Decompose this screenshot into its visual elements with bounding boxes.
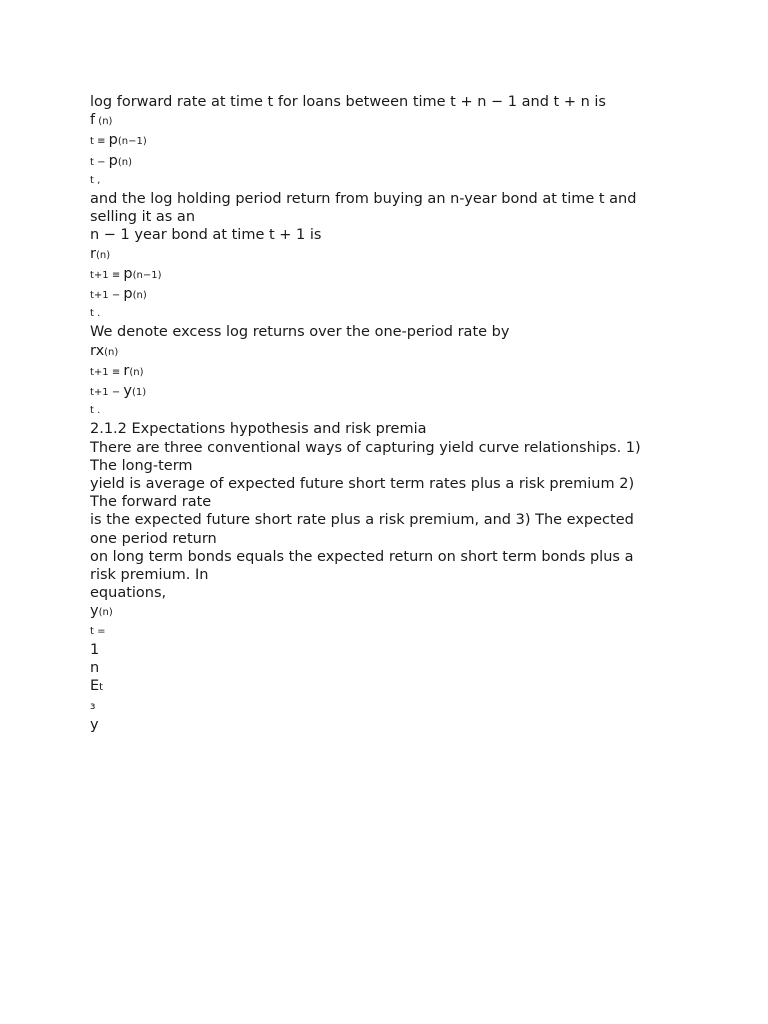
math-superscript: (n) xyxy=(95,116,113,128)
formula-line xyxy=(90,362,680,382)
math-superscript: (n) xyxy=(95,249,111,261)
formula-line xyxy=(90,677,680,697)
math-symbol: p xyxy=(123,286,133,303)
math-superscript: (n) xyxy=(117,156,133,168)
formula-line: t = xyxy=(90,625,106,637)
text-line: selling it as an xyxy=(90,209,196,226)
formula-line: 1 xyxy=(90,641,100,658)
document-page xyxy=(90,93,680,734)
math-superscript: (n) xyxy=(129,366,144,378)
formula-line xyxy=(90,285,680,305)
math-symbol: y xyxy=(90,603,99,620)
formula-line: t . xyxy=(90,405,101,417)
math-symbol: p xyxy=(108,132,118,149)
math-superscript: (n) xyxy=(104,346,119,358)
math-superscript: (n−1) xyxy=(117,136,147,148)
formula-line: y xyxy=(90,716,99,733)
math-superscript: (1) xyxy=(132,387,147,399)
formula-line xyxy=(90,342,680,362)
math-subscript: t ≡ xyxy=(90,136,109,148)
math-subscript: t − xyxy=(90,156,109,168)
formula-line xyxy=(90,382,680,402)
math-symbol: p xyxy=(123,265,133,282)
formula-line xyxy=(90,111,680,131)
text-line: one period return xyxy=(90,530,217,547)
formula-line xyxy=(90,265,680,285)
math-symbol: y xyxy=(123,383,132,400)
formula-line xyxy=(90,131,680,151)
text-line: equations, xyxy=(90,585,167,602)
text-line: on long term bonds equals the expected return on short term bonds plus a xyxy=(90,548,634,565)
section-heading: 2.1.2 Expectations hypothesis and risk premia xyxy=(90,421,427,438)
math-symbol: rx xyxy=(90,342,105,359)
math-superscript: (n) xyxy=(98,607,113,619)
formula-line xyxy=(90,245,680,265)
text-line: n − 1 year bond at time t + 1 is xyxy=(90,227,322,244)
math-symbol: E xyxy=(90,678,100,695)
text-line: There are three conventional ways of capturing yield curve relationships. 1) xyxy=(90,439,641,456)
math-subscript: t+1 ≡ xyxy=(90,269,124,281)
text-line: The forward rate xyxy=(90,494,212,511)
math-symbol: r xyxy=(90,245,96,262)
math-symbol: f xyxy=(90,112,96,129)
math-superscript: (n−1) xyxy=(132,269,162,281)
text-line: We denote excess log returns over the one-period rate by xyxy=(90,324,510,341)
math-symbol: p xyxy=(108,152,118,169)
math-subscript: t xyxy=(99,682,104,694)
formula-line: t , xyxy=(90,174,101,186)
math-superscript: (n) xyxy=(132,290,147,302)
formula-line xyxy=(90,602,680,622)
formula-line: з xyxy=(90,700,96,712)
math-subscript: t+1 − xyxy=(90,387,124,399)
text-line: log forward rate at time t for loans between time t + n − 1 and t + n is xyxy=(90,94,606,110)
formula-line: n xyxy=(90,660,100,677)
math-subscript: t+1 ≡ xyxy=(90,366,124,378)
math-subscript: t+1 − xyxy=(90,290,124,302)
text-line: is the expected future short rate plus a risk premium, and 3) The expected xyxy=(90,512,634,529)
formula-line: t . xyxy=(90,308,101,320)
formula-line xyxy=(90,152,680,172)
math-symbol: r xyxy=(123,362,130,379)
text-line: risk premium. In xyxy=(90,567,209,584)
text-line: yield is average of expected future short term rates plus a risk premium 2) xyxy=(90,476,635,493)
text-line: The long-term xyxy=(90,457,193,474)
text-line: and the log holding period return from buying an n-year bond at time t and xyxy=(90,191,637,208)
